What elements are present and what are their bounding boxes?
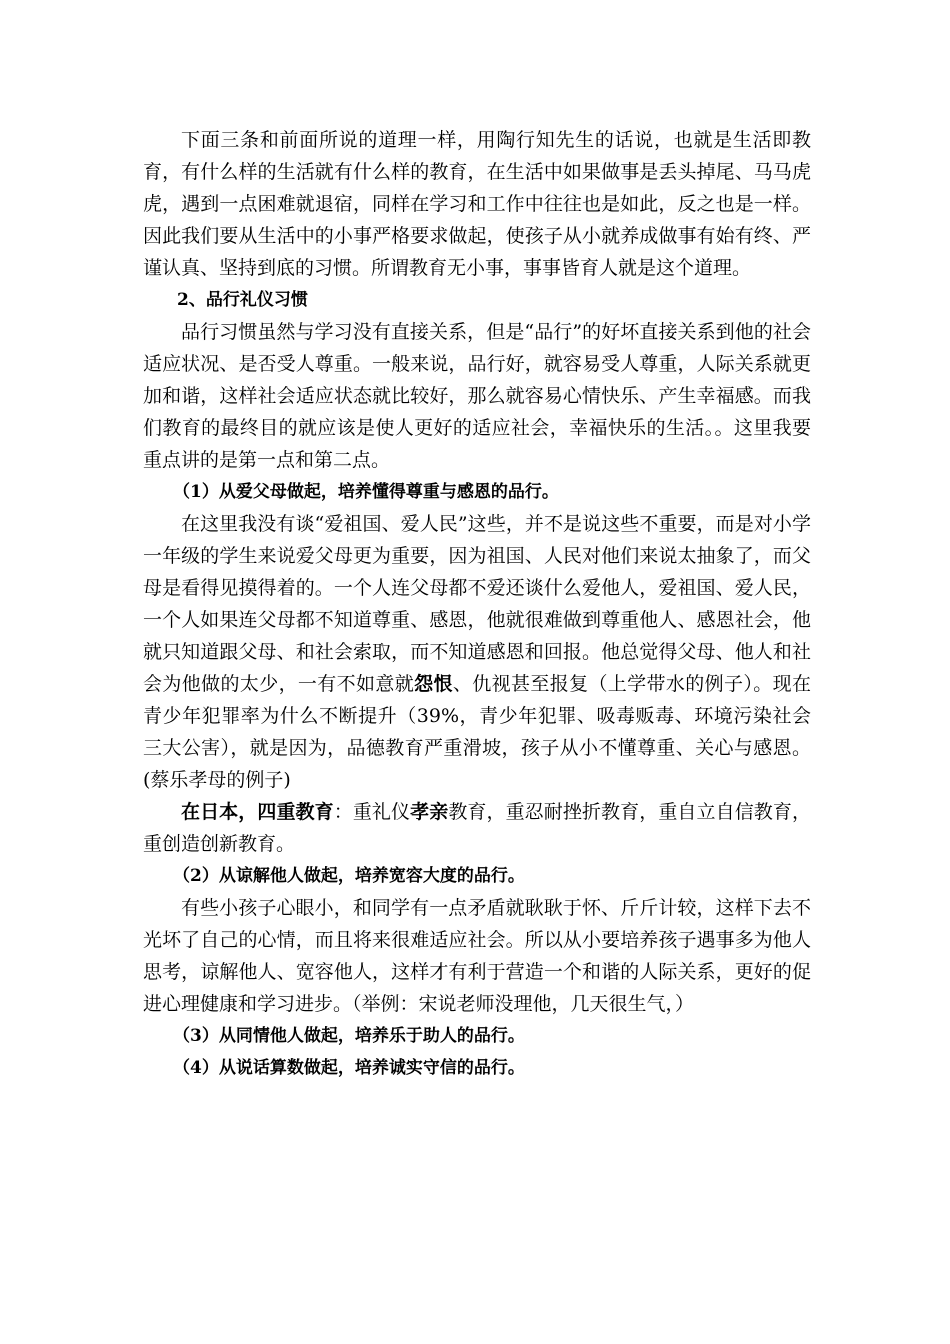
emphasis-resentment: 怨恨: [414, 673, 453, 695]
subheading-sympathize-others: （3）从同情他人做起，培养乐于助人的品行。: [173, 1026, 525, 1046]
emphasis-filial-piety: 孝亲: [410, 801, 449, 823]
paragraph-love-parents-text-b: 、仇视甚至报复（上学带水的例子）。现在青少年犯罪率为什么不断提升（39%，青少年犯罪、吸毒贩毒、环境污染社会三大公害），就是因为，品德教育严重滑坡，孩子从小不懂尊重、关心与感恩。(蔡乐孝母的例子): [143, 673, 811, 791]
japan-education-lead: 在日本，四重教育: [181, 801, 334, 823]
japan-education-text-a: ：重礼仪: [333, 801, 411, 823]
document-page: [143, 124, 811, 1084]
paragraph-love-parents: [143, 508, 811, 796]
japan-education-text-b: 教育，重忍耐挫折教育，重自立自信教育，重创造创新教育。: [143, 801, 811, 855]
paragraph-conduct-habits: 品行习惯虽然与学习没有直接关系，但是“品行”的好坏直接关系到他的社会适应状况、是否受人尊重。一般来说，品行好，就容易受人尊重，人际关系就更加和谐，这样社会适应状态就比较好，那么就容易心情快乐、产生幸福感。而我们教育的最终目的就应该是使人更好的适应社会，幸福快乐的生活。。这里我要重点讲的是第一点和第二点。: [143, 321, 811, 471]
subheading-forgive-others: （2）从谅解他人做起，培养宽容大度的品行。: [173, 866, 525, 886]
subheading-love-parents: （1）从爱父母做起，培养懂得尊重与感恩的品行。: [173, 482, 559, 502]
paragraph-forgive-others: 有些小孩子心眼小，和同学有一点矛盾就耿耿于怀、斤斤计较，这样下去不光坏了自己的心情，而且将来很难适应社会。所以从小要培养孩子遇事多为他人思考，谅解他人、宽容他人，这样才有利于营造一个和谐的人际关系，更好的促进心理健康和学习进步。（举例：宋说老师没理他，几天很生气，）: [143, 897, 811, 1015]
paragraph-life-education: 下面三条和前面所说的道理一样，用陶行知先生的话说，也就是生活即教育，有什么样的生活就有什么样的教育，在生活中如果做事是丢头掉尾、马马虎虎，遇到一点困难就退宿，同样在学习和工作中往往也是如此，反之也是一样。因此我们要从生活中的小事严格要求做起，使孩子从小就养成做事有始有终、严谨认真、坚持到底的习惯。所谓教育无小事，事事皆育人就是这个道理。: [143, 129, 811, 279]
paragraph-love-parents-text-a: 在这里我没有谈“爱祖国、爱人民”这些，并不是说这些不重要，而是对小学一年级的学生来说爱父母更为重要，因为祖国、人民对他们来说太抽象了，而父母是看得见摸得着的。一个人连父母都不爱还谈什么爱他人，爱祖国、爱人民，一个人如果连父母都不知道尊重、感恩，他就很难做到尊重他人、感恩社会，他就只知道跟父母、和社会索取，而不知道感恩和回报。他总觉得父母、他人和社会为他做的太少，一有不如意就: [143, 513, 811, 695]
subheading-keep-promises: （4）从说话算数做起，培养诚实守信的品行。: [173, 1058, 525, 1078]
section-heading-conduct-etiquette: 2、品行礼仪习惯: [177, 290, 308, 310]
paragraph-japan-education: [143, 796, 811, 860]
